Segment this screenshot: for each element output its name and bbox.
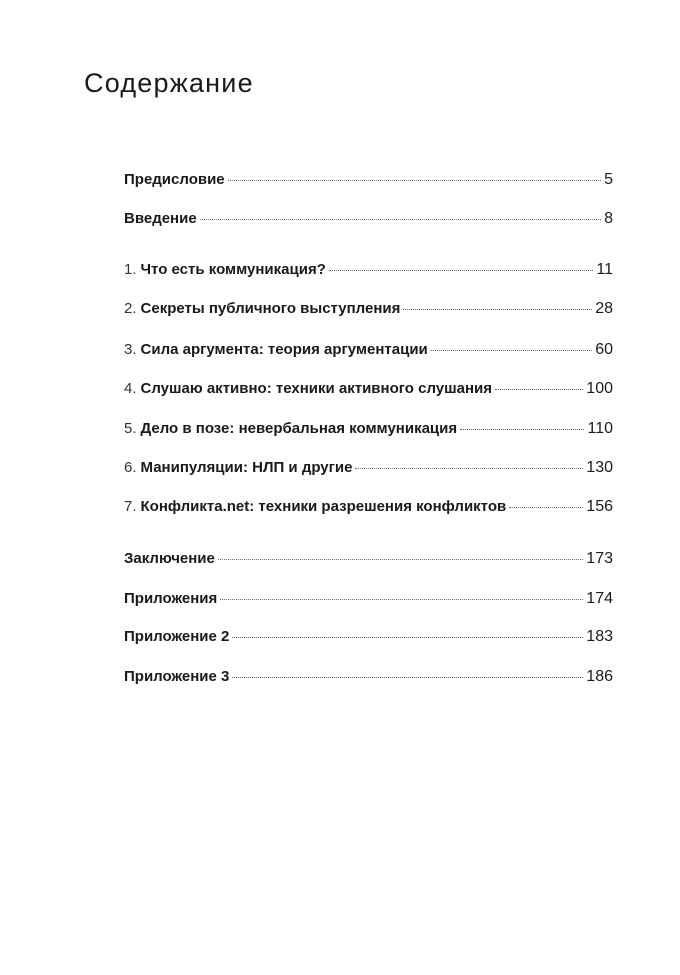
- dot-leader: [509, 507, 583, 508]
- page-title: Содержание: [84, 68, 254, 98]
- toc-entry-chapter-6[interactable]: [124, 457, 613, 479]
- toc-entry-number: 3.: [124, 341, 137, 358]
- toc-entry-title: Манипуляции: НЛП и другие: [140, 459, 353, 476]
- dot-leader: [431, 350, 592, 351]
- toc-entry-label: [124, 339, 428, 361]
- toc-entry-label: [124, 457, 352, 479]
- toc-entry-title: Приложение 3: [124, 668, 230, 685]
- toc-entry-chapter-3[interactable]: [124, 339, 613, 361]
- toc-entry-label: [124, 548, 215, 570]
- toc-entry-appendix-2[interactable]: [124, 626, 613, 648]
- toc-entry-number: 5.: [124, 420, 137, 437]
- dot-leader: [218, 559, 583, 560]
- dot-leader: [220, 599, 583, 600]
- toc-entry-title: Слушаю активно: техники активного слушания: [140, 380, 493, 397]
- toc-entry-page: 174: [586, 590, 613, 607]
- toc-entry-number: 1.: [124, 261, 137, 278]
- toc-entry-title: Введение: [124, 210, 197, 227]
- toc-entry-page: 186: [586, 668, 613, 685]
- toc-entry-label: [124, 666, 229, 688]
- toc-entry-page: 28: [595, 300, 613, 317]
- toc-entry-title: Секреты публичного выступления: [140, 300, 401, 317]
- toc-entry-page: 110: [587, 420, 613, 437]
- toc-entry-label: [124, 259, 326, 281]
- toc-entry-foreword[interactable]: [124, 169, 613, 191]
- toc-entry-page: 130: [586, 459, 613, 476]
- toc-entry-title: Что есть коммуникация?: [140, 261, 326, 278]
- dot-leader: [232, 637, 583, 638]
- dot-leader: [460, 429, 584, 430]
- toc-entry-page: 5: [604, 171, 613, 188]
- dot-leader: [355, 468, 583, 469]
- toc-entry-label: [124, 208, 197, 230]
- toc-entry-page: 156: [586, 498, 613, 515]
- toc-entry-title: Сила аргумента: теория аргументации: [140, 341, 428, 358]
- toc-entry-page: 173: [586, 550, 613, 567]
- dot-leader: [495, 389, 583, 390]
- toc-entry-label: [124, 418, 457, 440]
- toc-entry-title: Приложения: [124, 590, 218, 607]
- dot-leader: [403, 309, 592, 310]
- toc-entry-page: 8: [604, 210, 613, 227]
- toc-entry-number: 2.: [124, 300, 137, 317]
- toc-entry-number: 4.: [124, 380, 137, 397]
- toc-entry-title: Дело в позе: невербальная коммуникация: [140, 420, 458, 437]
- toc-entry-introduction[interactable]: [124, 208, 613, 230]
- toc-entry-chapter-7[interactable]: [124, 496, 613, 518]
- toc-entry-label: [124, 378, 492, 400]
- toc-entry-chapter-5[interactable]: [124, 418, 613, 440]
- toc-entry-page: 183: [586, 628, 613, 645]
- toc-entry-appendices[interactable]: [124, 588, 613, 610]
- toc-entry-label: [124, 588, 217, 610]
- toc-entry-appendix-3[interactable]: [124, 666, 613, 688]
- toc-entry-label: [124, 169, 225, 191]
- toc-entry-label: [124, 298, 400, 320]
- toc-entry-label: [124, 496, 506, 518]
- toc-entry-title: Приложение 2: [124, 628, 230, 645]
- toc-entry-title: Конфликта.net: техники разрешения конфликтов: [140, 498, 507, 515]
- toc-entry-label: [124, 626, 229, 648]
- toc-entry-number: 6.: [124, 459, 137, 476]
- toc-entry-page: 11: [596, 261, 613, 278]
- toc-entry-title: Заключение: [124, 550, 215, 567]
- dot-leader: [228, 180, 601, 181]
- toc-entry-title: Предисловие: [124, 171, 225, 188]
- toc-entry-page: 60: [595, 341, 613, 358]
- toc-entry-chapter-1[interactable]: [124, 259, 613, 281]
- toc-entry-number: 7.: [124, 498, 137, 515]
- toc-entry-chapter-2[interactable]: [124, 298, 613, 320]
- toc-entry-conclusion[interactable]: [124, 548, 613, 570]
- dot-leader: [200, 219, 601, 220]
- dot-leader: [232, 677, 583, 678]
- toc-entry-chapter-4[interactable]: [124, 378, 613, 400]
- dot-leader: [329, 270, 594, 271]
- toc-entry-page: 100: [586, 380, 613, 397]
